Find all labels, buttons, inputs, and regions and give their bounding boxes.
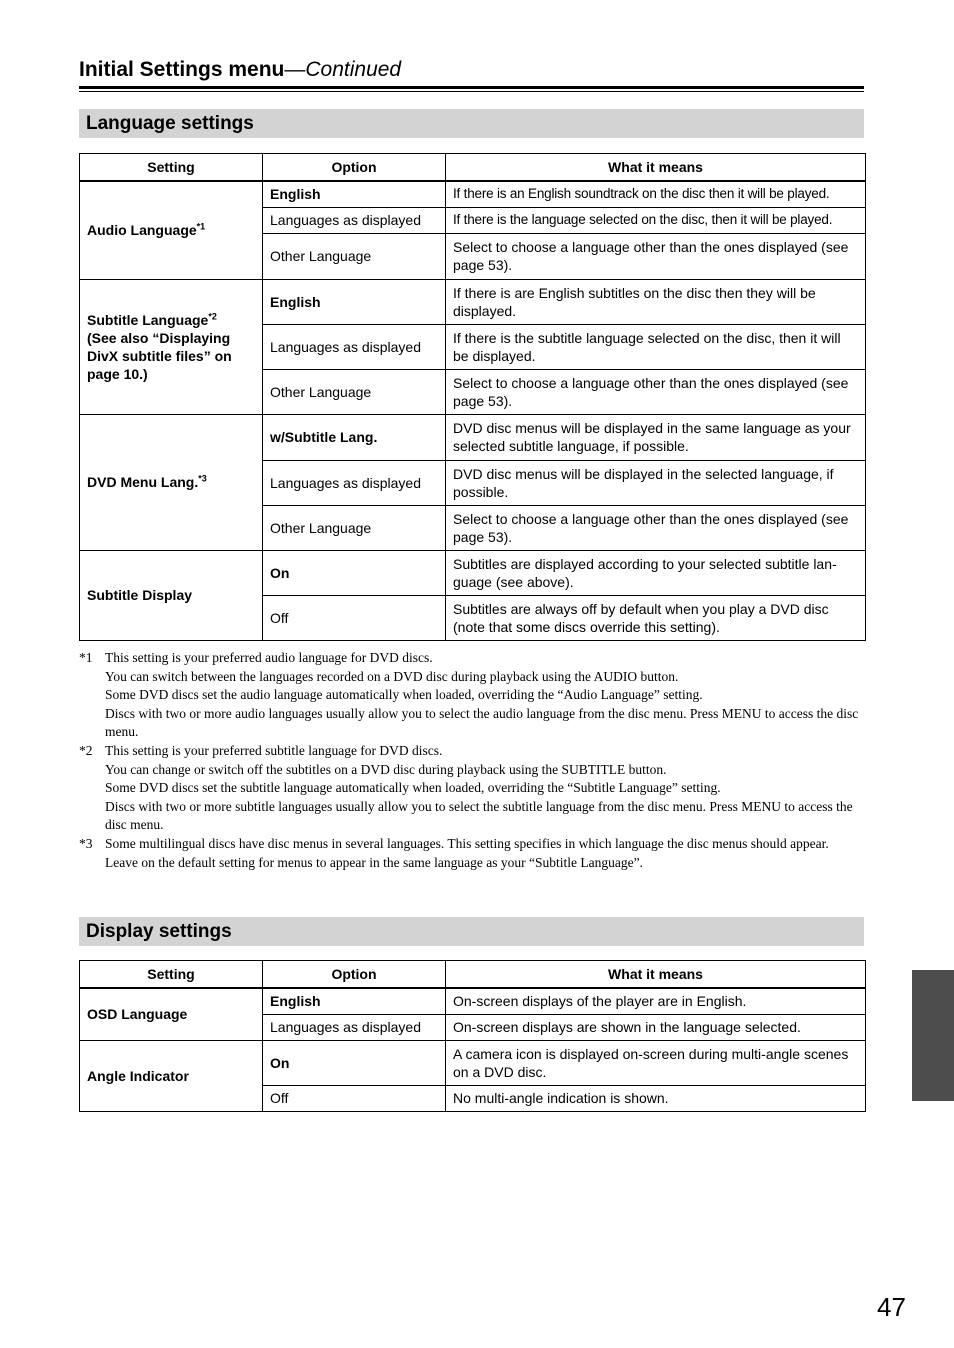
setting-cell	[80, 1040, 263, 1111]
meaning-cell: Subtitles are displayed according to your selected subtitle lan- guage (see above).	[446, 550, 866, 595]
setting-cell	[80, 550, 263, 640]
footnote-mark: *2	[79, 742, 93, 758]
footnote	[79, 742, 865, 835]
page-number: 47	[877, 1292, 906, 1322]
option-cell: Off	[263, 595, 446, 640]
column-header: Option	[263, 961, 446, 989]
title-rule-thin	[79, 91, 864, 92]
footnote-line: You can switch between the languages recorded on a DVD disc during playback using the AUDIO button.	[105, 668, 679, 684]
setting-cell	[80, 279, 263, 414]
option-cell: Other Language	[263, 505, 446, 550]
option-cell: Languages as displayed	[263, 207, 446, 233]
meaning-cell: No multi-angle indication is shown.	[446, 1085, 866, 1111]
option-cell: w/Subtitle Lang.	[263, 414, 446, 460]
footnote-ref: *2	[208, 310, 217, 321]
meaning-cell: Subtitles are always off by default when you play a DVD disc (note that some discs override this setting).	[446, 595, 866, 640]
meaning-cell: DVD disc menus will be displayed in the same language as your selected subtitle language, if possible.	[446, 414, 866, 460]
footnote-line: This setting is your preferred subtitle language for DVD discs.	[105, 742, 443, 758]
table-header-row	[80, 154, 866, 182]
option-cell: English	[263, 181, 446, 207]
footnote-line: Some DVD discs set the audio language automatically when loaded, overriding the “Audio Language” setting.	[105, 687, 703, 703]
setting-name: Subtitle Display	[87, 587, 193, 603]
page-title-continued: —Continued	[284, 58, 402, 81]
meaning-cell: Select to choose a language other than the ones displayed (see page 53).	[446, 369, 866, 414]
page-title	[79, 56, 401, 84]
meaning-cell: If there is are English subtitles on the disc then they will be displayed.	[446, 279, 866, 324]
meaning-cell: If there is an English soundtrack on the disc then it will be played.	[446, 181, 866, 207]
display-settings-table	[79, 960, 866, 1112]
language-settings-table	[79, 153, 866, 641]
column-header: Option	[263, 154, 446, 182]
meaning-cell: If there is the language selected on the disc, then it will be played.	[446, 207, 866, 233]
footnote	[79, 649, 865, 742]
option-cell: Languages as displayed	[263, 1014, 446, 1040]
meaning-cell: On-screen displays are shown in the language selected.	[446, 1014, 866, 1040]
meaning-cell: On-screen displays of the player are in English.	[446, 988, 866, 1014]
column-header: What it means	[446, 154, 866, 182]
setting-note: (See also “Displaying DivX subtitle files” on page 10.)	[87, 329, 232, 382]
meaning-cell: A camera icon is displayed on-screen during multi-angle scenes on a DVD disc.	[446, 1040, 866, 1085]
option-cell: Languages as displayed	[263, 324, 446, 369]
footnote-line: Discs with two or more audio languages usually allow you to select the audio language from the disc menu. Press MENU to access the disc menu.	[105, 705, 859, 740]
table-row	[80, 279, 866, 324]
footnote-line: Discs with two or more subtitle languages usually allow you to select the subtitle language from the disc menu. Press MENU to access the disc menu.	[105, 798, 853, 833]
setting-name: DVD Menu Lang.	[87, 474, 199, 490]
table-row	[80, 414, 866, 460]
option-cell: On	[263, 1040, 446, 1085]
meaning-cell: Select to choose a language other than the ones displayed (see page 53).	[446, 505, 866, 550]
meaning-cell: DVD disc menus will be displayed in the selected language, if possible.	[446, 460, 866, 505]
option-cell: Other Language	[263, 233, 446, 279]
footnotes	[79, 649, 865, 872]
setting-name: OSD Language	[87, 1006, 188, 1023]
footnote-line: You can change or switch off the subtitles on a DVD disc during playback using the SUBTITLE button.	[105, 761, 667, 777]
section-heading-language: Language settings	[79, 109, 864, 138]
table-row	[80, 550, 866, 595]
column-header: What it means	[446, 961, 866, 989]
setting-cell	[80, 988, 263, 1040]
chapter-tab	[912, 970, 954, 1101]
footnote	[79, 835, 865, 872]
setting-name: Subtitle Language	[87, 311, 209, 328]
footnote-line: Some DVD discs set the subtitle language automatically when loaded, overriding the “Subtitle Language” setting.	[105, 780, 721, 796]
page-title-text: Initial Settings menu	[79, 58, 285, 81]
option-cell: English	[263, 279, 446, 324]
option-cell: Other Language	[263, 369, 446, 414]
option-cell: English	[263, 988, 446, 1014]
table-header-row	[80, 961, 866, 989]
option-cell: Languages as displayed	[263, 460, 446, 505]
footnote-ref: *1	[196, 221, 206, 232]
title-rule	[79, 86, 864, 89]
column-header: Setting	[80, 961, 263, 989]
setting-cell	[80, 414, 263, 550]
setting-name: Angle Indicator	[87, 1067, 189, 1084]
option-cell: Off	[263, 1085, 446, 1111]
setting-name: Audio Language	[87, 222, 197, 239]
section-heading-display: Display settings	[79, 917, 864, 946]
option-cell: On	[263, 550, 446, 595]
table-row	[80, 988, 866, 1014]
footnote-ref: *3	[198, 473, 207, 484]
footnote-mark: *3	[79, 835, 93, 851]
footnote-line: Some multilingual discs have disc menus in several languages. This setting specifies in which language the disc menus should appear. Leave on the default setting for menus to appear in the same language as your “Subtitle Language”.	[105, 835, 829, 870]
column-header: Setting	[80, 154, 263, 182]
meaning-cell: Select to choose a language other than the ones displayed (see page 53).	[446, 233, 866, 279]
setting-cell	[80, 181, 263, 279]
footnote-mark: *1	[79, 650, 93, 665]
table-row	[80, 181, 866, 207]
footnote-line: This setting is your preferred audio language for DVD discs.	[105, 650, 433, 665]
table-row	[80, 1040, 866, 1085]
meaning-cell: If there is the subtitle language selected on the disc, then it will be displayed.	[446, 324, 866, 369]
